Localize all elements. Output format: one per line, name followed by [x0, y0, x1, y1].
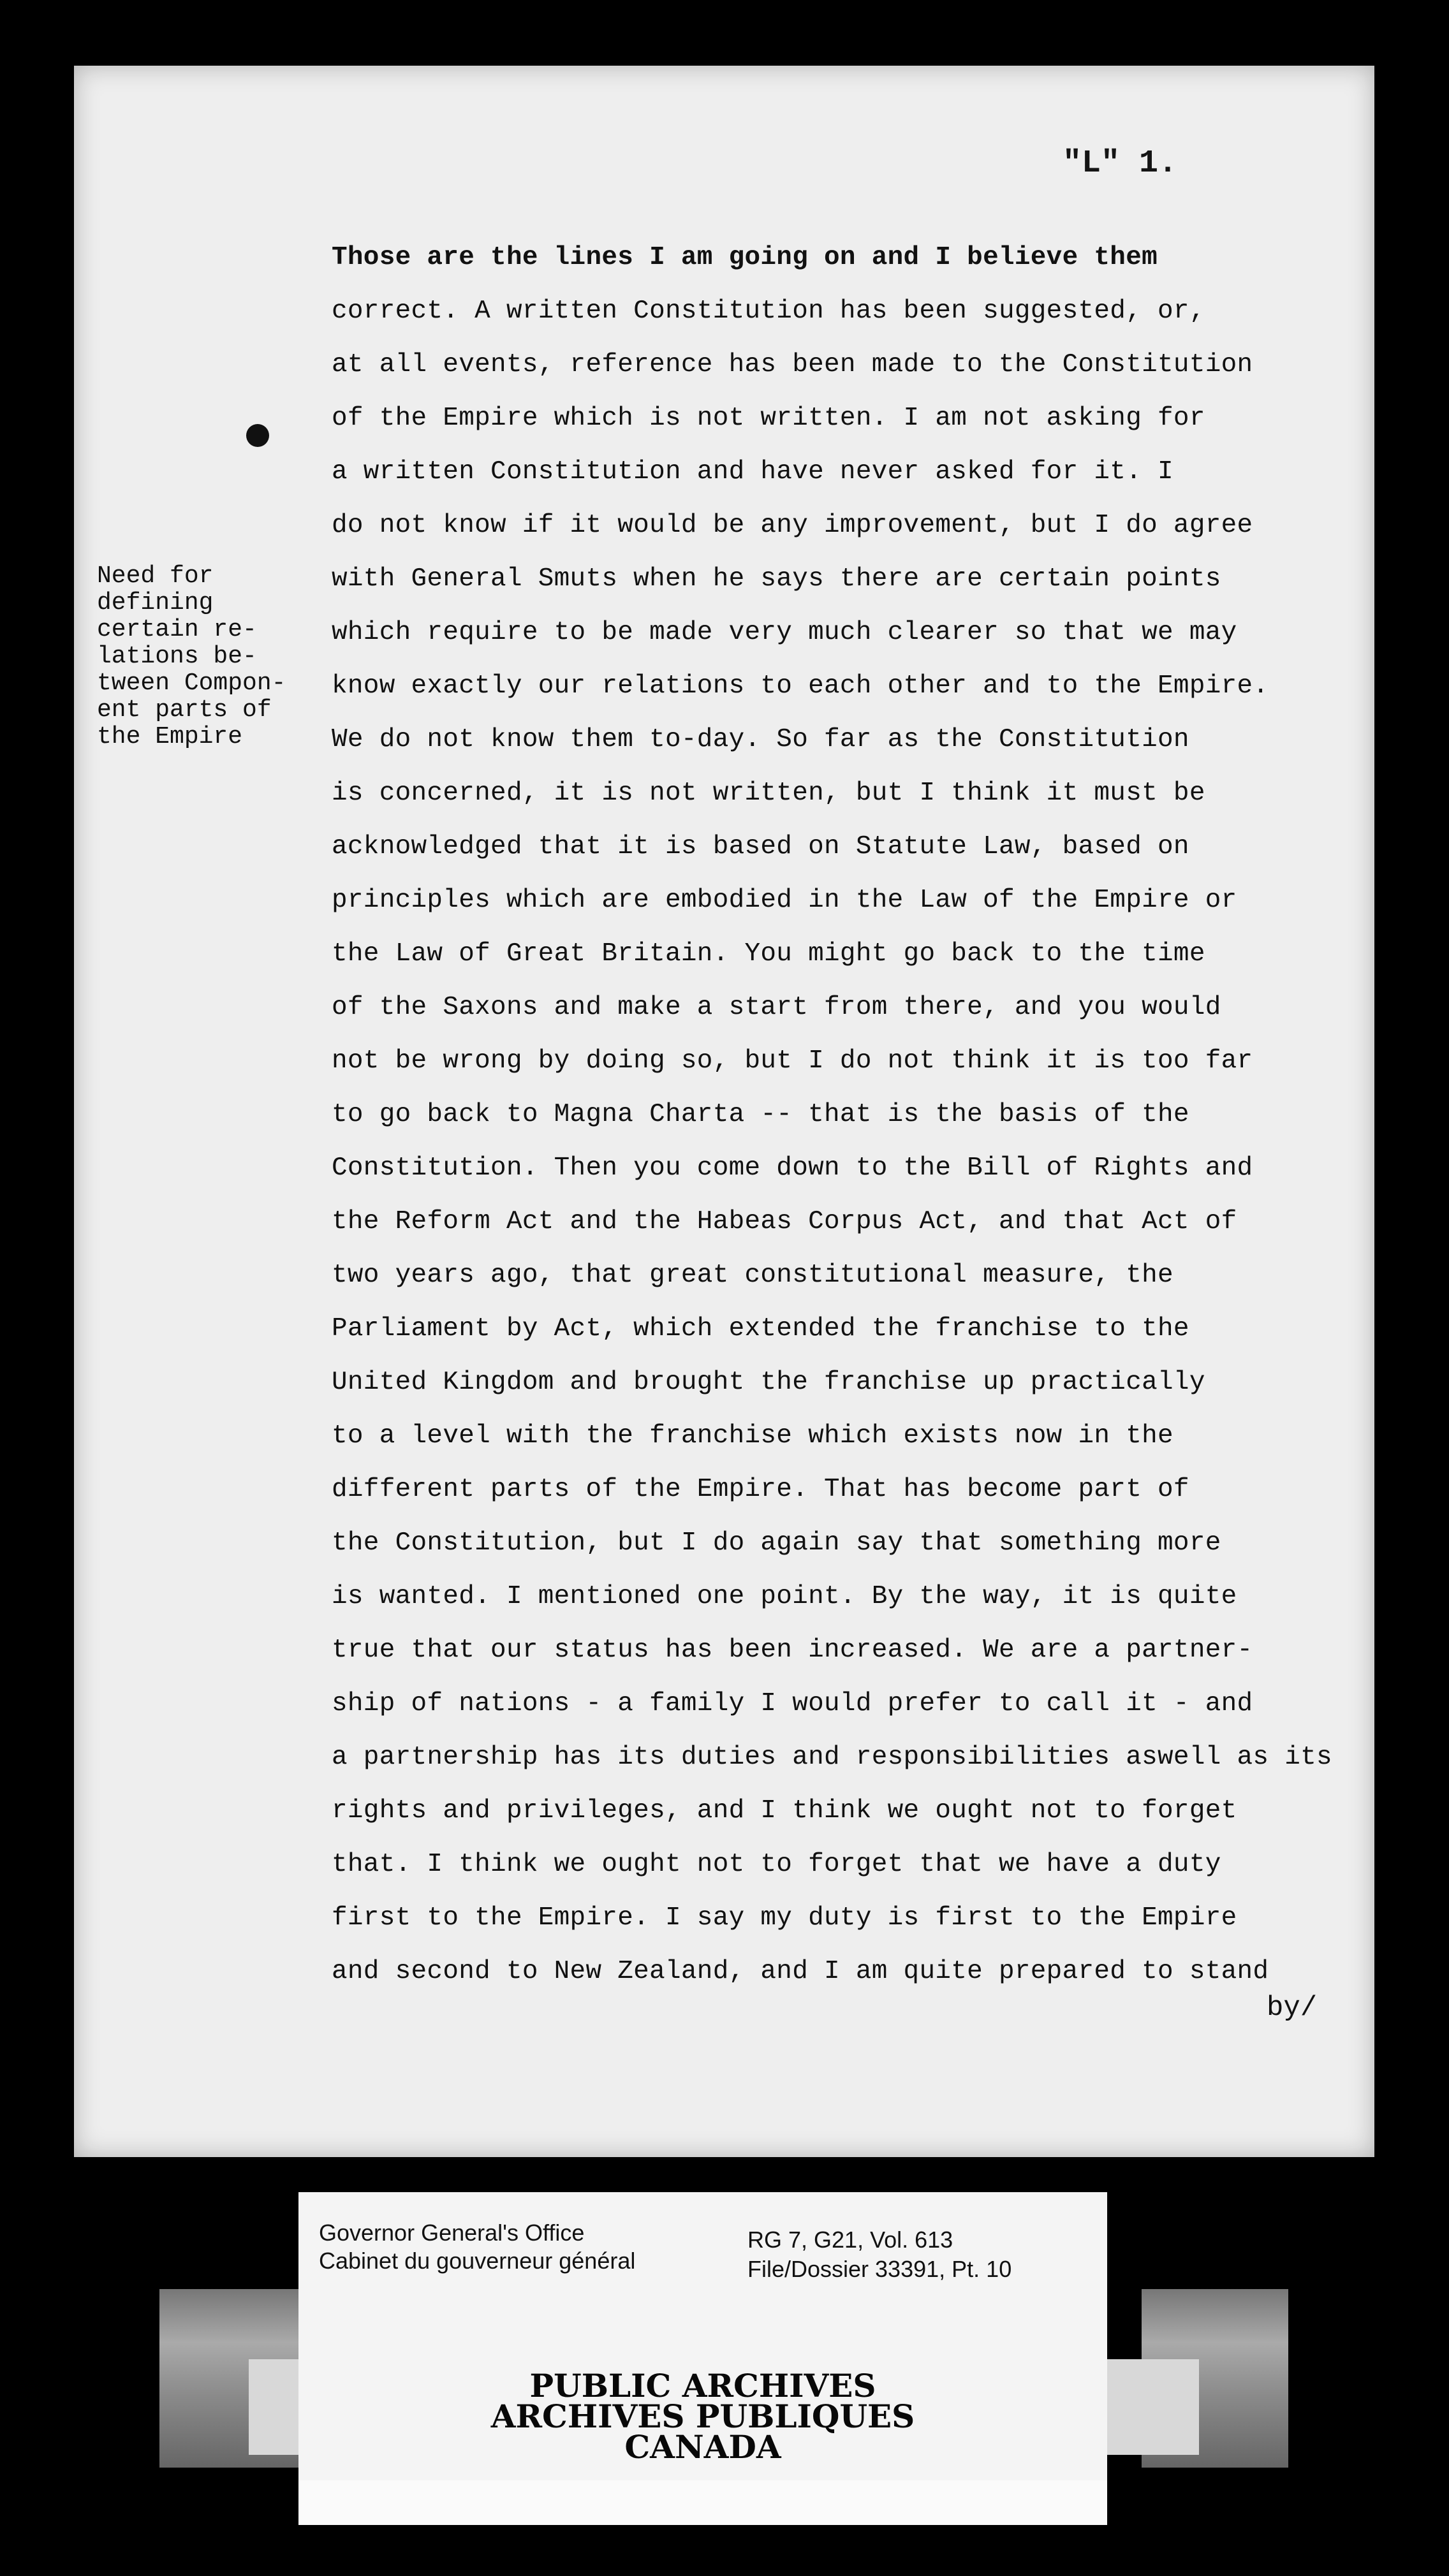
file-number: File/Dossier 33391, Pt. 10 [747, 2256, 1012, 2282]
text-line: of the Empire which is not written. I am not asking for [332, 404, 1205, 433]
margin-note-line: ent parts of [97, 696, 272, 724]
archive-reference [747, 2225, 1011, 2284]
archive-label-edge [298, 2480, 1107, 2525]
text-line: the Reform Act and the Habeas Corpus Act, and that Act of [332, 1207, 1237, 1236]
punch-hole [246, 424, 269, 447]
page-reference: "L" 1. [1063, 145, 1178, 182]
text-line: which require to be made very much clearer so that we may [332, 618, 1237, 647]
text-line: true that our status has been increased. We are a partner- [332, 1636, 1253, 1665]
text-line: of the Saxons and make a start from there, and you would [332, 993, 1221, 1022]
text-line: different parts of the Empire. That has become part of [332, 1475, 1189, 1504]
text-line: principles which are embodied in the Law of the Empire or [332, 886, 1237, 915]
text-line: a written Constitution and have never asked for it. I [332, 457, 1173, 487]
text-line: to a level with the franchise which exists now in the [332, 1421, 1173, 1451]
text-line: know exactly our relations to each other and to the Empire. [332, 671, 1269, 701]
margin-note-line: the Empire [97, 723, 243, 750]
archives-stamp [298, 2367, 1107, 2466]
text-line: two years ago, that great constitutional measure, the [332, 1261, 1173, 1290]
office-name [319, 2219, 635, 2275]
text-line: ship of nations - a family I would prefer to call it - and [332, 1689, 1253, 1718]
margin-note-line: tween Compon- [97, 670, 286, 697]
text-line: rights and privileges, and I think we ought not to forget [332, 1796, 1237, 1826]
text-line: do not know if it would be any improvement, but I do agree [332, 511, 1253, 540]
text-line: not be wrong by doing so, but I do not think it is too far [332, 1046, 1253, 1076]
text-line: and second to New Zealand, and I am quite prepared to stand [332, 1957, 1269, 1986]
text-line: the Constitution, but I do again say that something more [332, 1528, 1221, 1558]
text-line: that. I think we ought not to forget that we have a duty [332, 1850, 1221, 1879]
body-text [332, 231, 1352, 1998]
text-line: Constitution. Then you come down to the Bill of Rights and [332, 1153, 1253, 1183]
text-line: United Kingdom and brought the franchise up practically [332, 1368, 1205, 1397]
margin-note [97, 563, 307, 750]
text-line: is concerned, it is not written, but I think it must be [332, 779, 1205, 808]
text-line: acknowledged that it is based on Statute Law, based on [332, 832, 1189, 861]
office-name-fr: Cabinet du gouverneur général [319, 2248, 636, 2274]
text-line: a partnership has its duties and responsibilities aswell as its [332, 1743, 1332, 1772]
stamp-line: ARCHIVES PUBLIQUES [490, 2397, 915, 2435]
text-line: with General Smuts when he says there are certain points [332, 564, 1221, 594]
catchword: by/ [1267, 1992, 1318, 2024]
record-group: RG 7, G21, Vol. 613 [747, 2227, 953, 2253]
text-line: first to the Empire. I say my duty is first to the Empire [332, 1903, 1237, 1933]
text-line: We do not know them to-day. So far as the Constitution [332, 725, 1189, 754]
text-line: Parliament by Act, which extended the franchise to the [332, 1314, 1189, 1343]
stamp-line: PUBLIC ARCHIVES [529, 2367, 876, 2404]
office-name-en: Governor General's Office [319, 2220, 585, 2246]
text-line: Those are the lines I am going on and I believe them [332, 243, 1158, 272]
margin-note-line: lations be- [97, 643, 257, 670]
margin-note-line: Need for [97, 562, 214, 590]
text-line: is wanted. I mentioned one point. By the way, it is quite [332, 1582, 1237, 1611]
text-line: correct. A written Constitution has been suggested, or, [332, 296, 1205, 326]
margin-note-line: certain re- [97, 616, 257, 643]
text-line: at all events, reference has been made to the Constitution [332, 350, 1253, 379]
text-line: to go back to Magna Charta -- that is the basis of the [332, 1100, 1189, 1129]
margin-note-line: defining [97, 589, 214, 617]
text-line: the Law of Great Britain. You might go back to the time [332, 939, 1205, 969]
stamp-line: CANADA [624, 2428, 781, 2466]
